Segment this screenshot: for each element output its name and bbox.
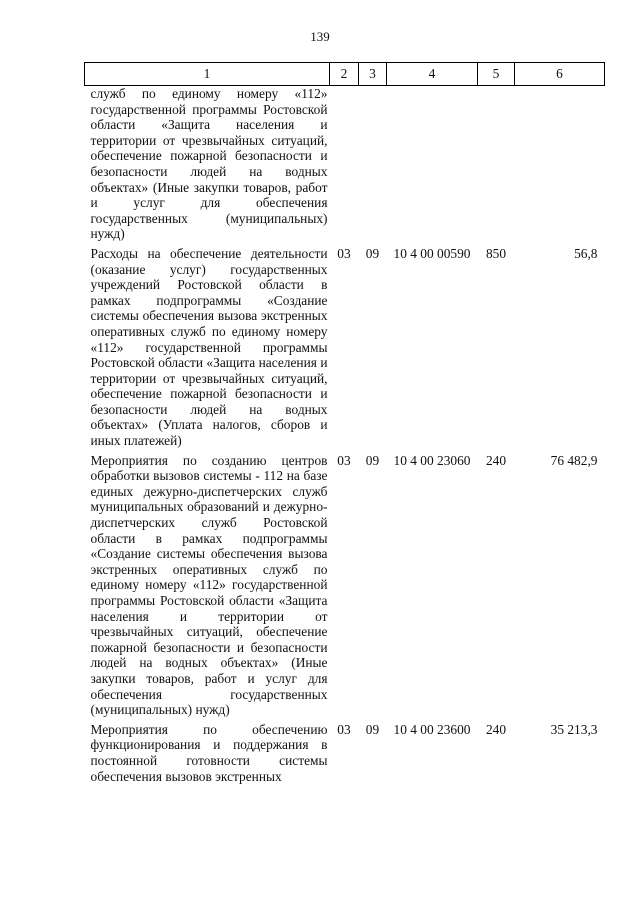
- header-col-4: 4: [387, 63, 478, 86]
- budget-table: [84, 62, 605, 784]
- page-number: 139: [310, 29, 330, 44]
- header-col-2: 2: [330, 63, 359, 86]
- header-col-6: 6: [515, 63, 605, 86]
- table-row: [85, 86, 605, 246]
- row-subsection: [359, 86, 387, 246]
- row-target-code: [387, 86, 478, 246]
- row-section: [330, 86, 359, 246]
- table-row: [85, 722, 605, 784]
- row-description: служб по единому номеру «112» государственной программы Ростовской области «Защита населения и территории от чрезвычайных ситуаций, обеспечение пожарной безопасности и безопасности людей на водных объектах» (Иные закупки товаров, работ и услуг для обеспечения государственных (муниципальных) нужд): [90, 86, 328, 242]
- row-section: 03: [337, 721, 351, 737]
- row-target-code: 10 4 00 23060: [393, 452, 471, 468]
- row-expense-type: 240: [485, 721, 507, 737]
- row-target-code: 10 4 00 23600: [393, 721, 471, 737]
- row-expense-type: [478, 86, 515, 246]
- header-col-1: 1: [85, 63, 330, 86]
- row-description: Расходы на обеспечение деятельности (оказание услуг) государственных учреждений Ростовской области в рамках подпрограммы «Создание системы обеспечения вызова экстренных оперативных служб по единому номеру «112» государственной программы Ростовской области «Защита населения и территории от чрезвычайных ситуаций, обеспечение пожарной безопасности и безопасности людей на водных объектах» (Уплата налогов, сборов и иных платежей): [90, 245, 328, 449]
- row-subsection: 09: [365, 452, 380, 468]
- row-expense-type: 850: [485, 245, 507, 261]
- row-amount: 35 213,3: [550, 721, 598, 737]
- header-col-5: 5: [478, 63, 515, 86]
- table-header-row: [85, 63, 605, 86]
- row-description: Мероприятия по обеспечению функционирования и поддержания в постоянной готовности системы обеспечения вызовов экстренных: [90, 721, 328, 784]
- row-section: 03: [337, 452, 351, 468]
- row-subsection: 09: [365, 721, 380, 737]
- row-amount: [515, 86, 605, 246]
- row-amount: 56,8: [574, 245, 598, 261]
- row-subsection: 09: [365, 245, 380, 261]
- row-section: 03: [337, 245, 351, 261]
- row-expense-type: 240: [485, 452, 507, 468]
- row-description: Мероприятия по созданию центров обработки вызовов системы - 112 на базе единых дежурно-диспетчерских служб муниципальных образований и дежурно-диспетчерских служб Ростовской области в рамках подпрограммы «Создание системы обеспечения вызова экстренных оперативных служб по единому номеру «112» государственной программы Ростовской области «Защита населения и территории от чрезвычайных ситуаций, обеспечение пожарной безопасности и безопасности людей на водных объектах» (Иные закупки товаров, работ и услуг для обеспечения государственных (муниципальных) нужд): [90, 452, 328, 718]
- row-target-code: 10 4 00 00590: [393, 245, 471, 261]
- row-amount: 76 482,9: [550, 452, 598, 468]
- table-row: [85, 453, 605, 722]
- table-row: [85, 246, 605, 453]
- header-col-3: 3: [359, 63, 387, 86]
